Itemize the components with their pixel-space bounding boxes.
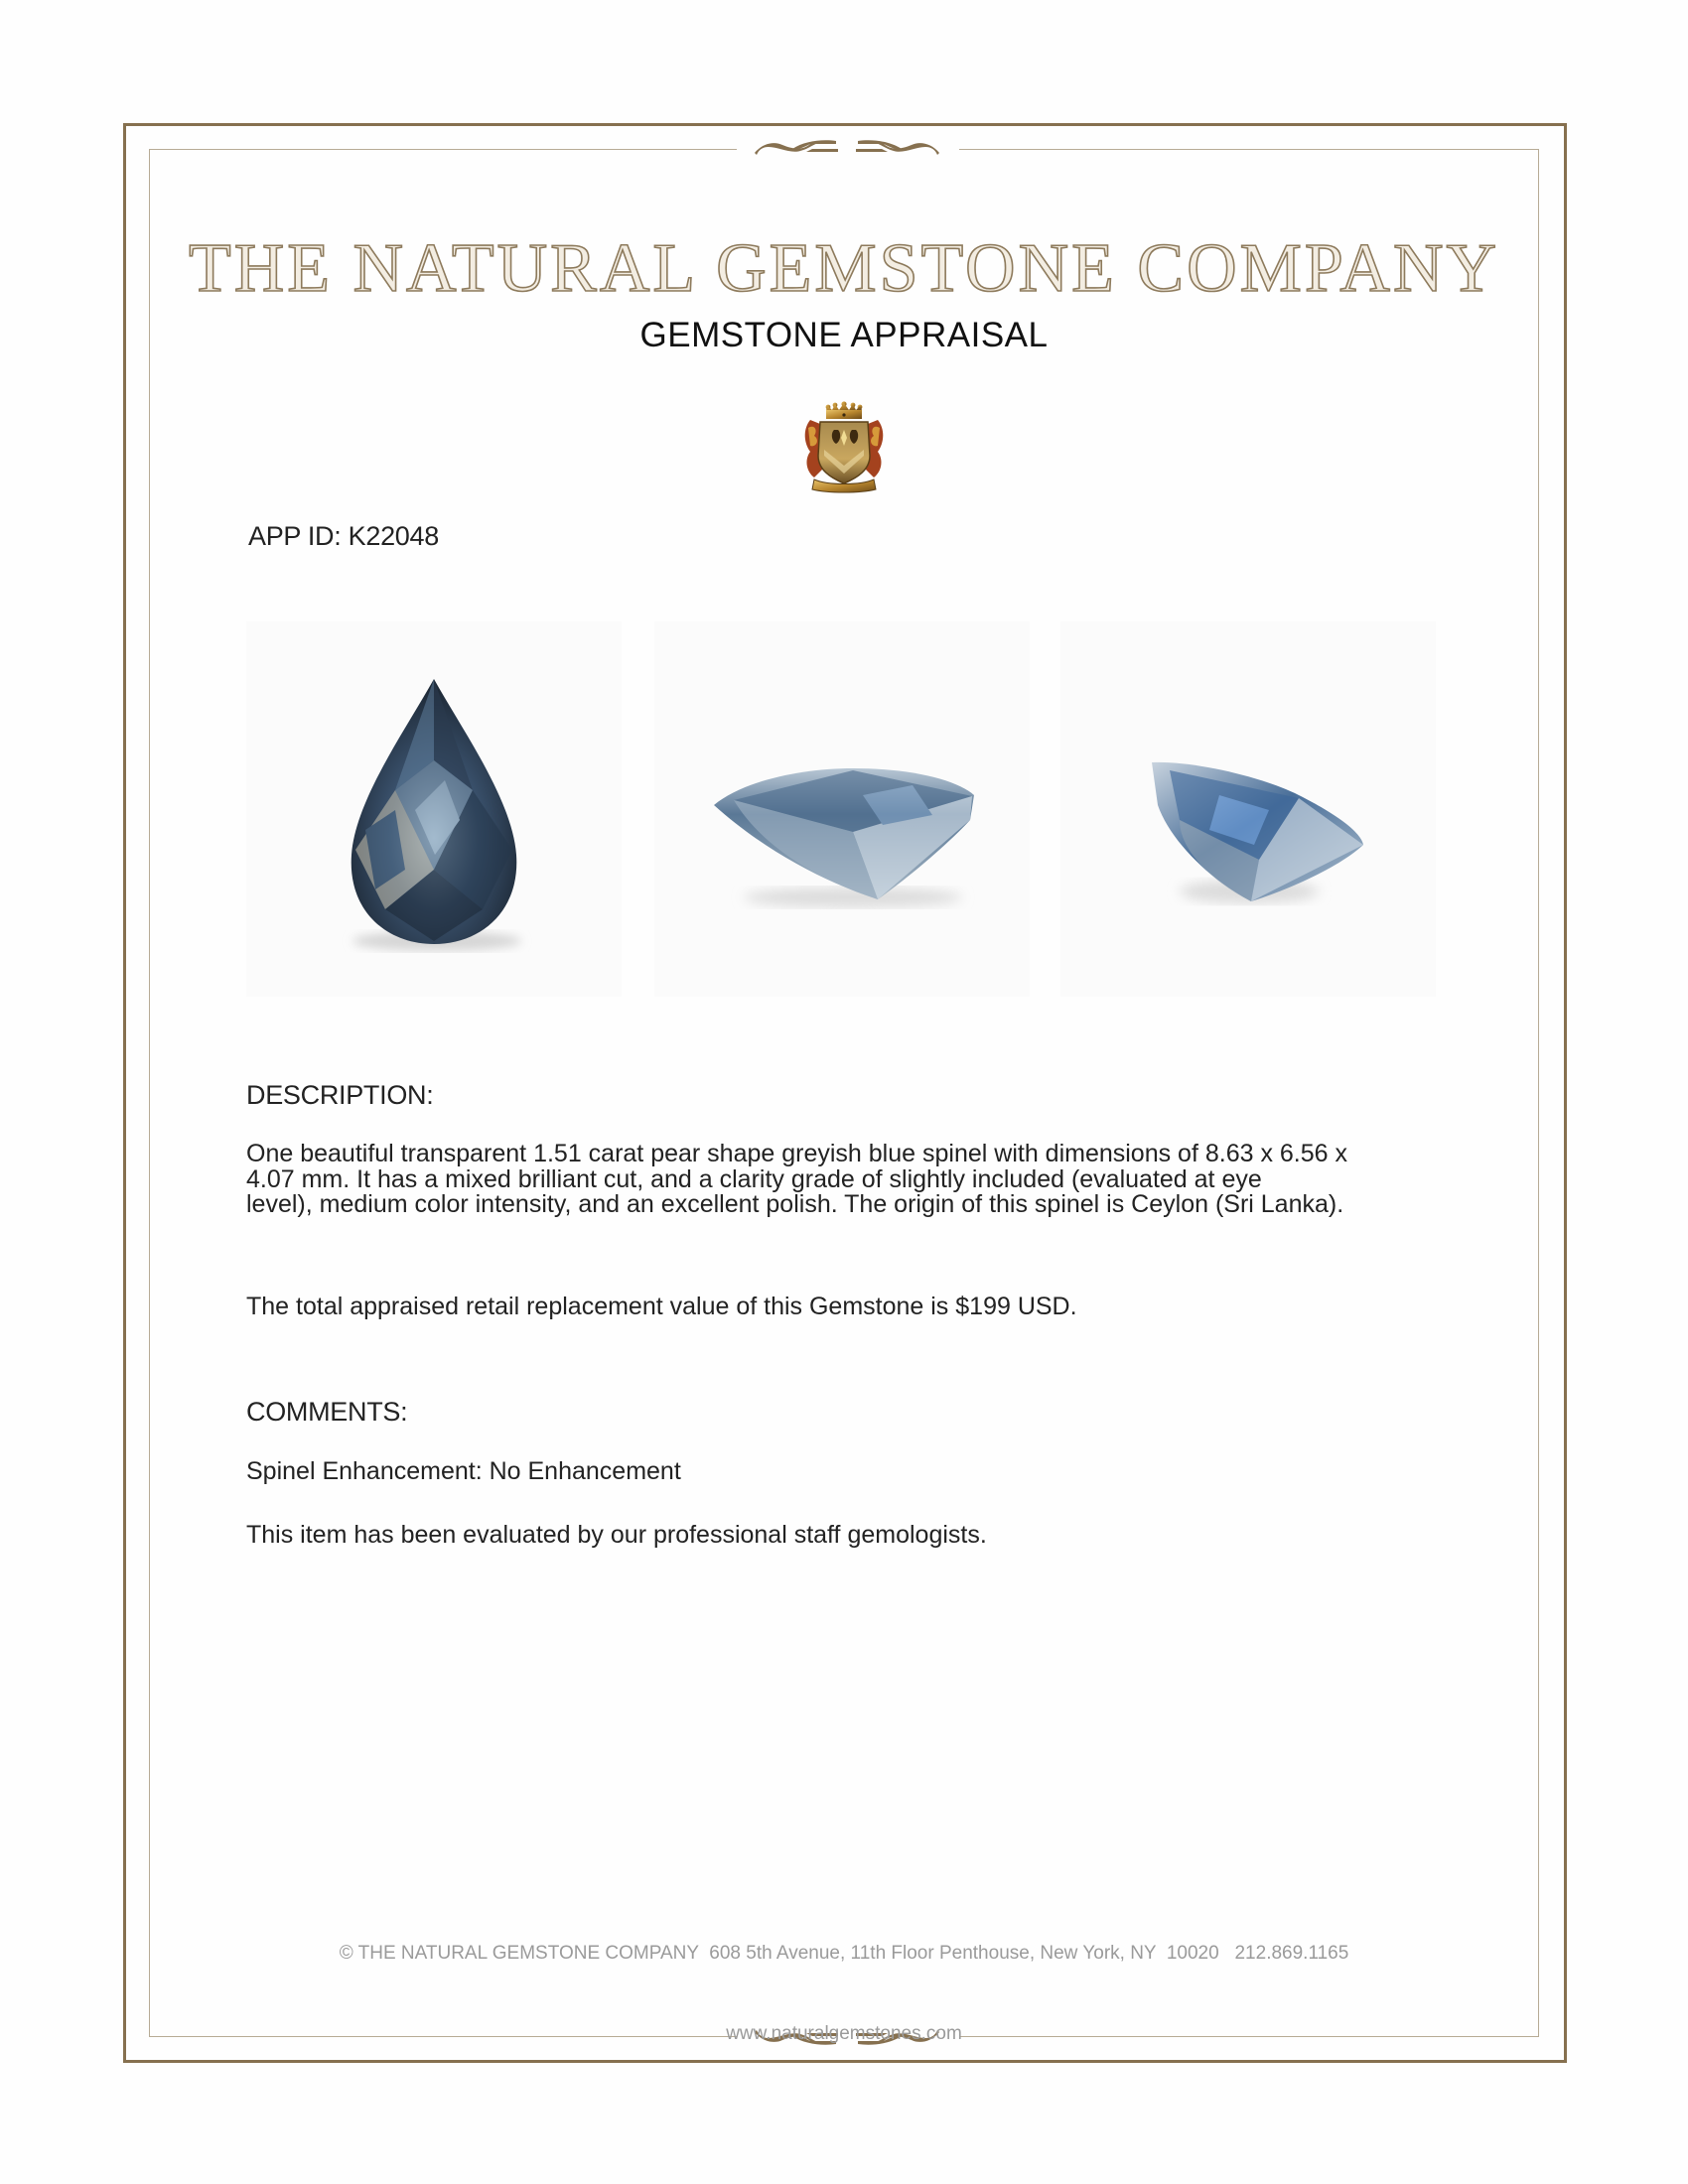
description-heading: DESCRIPTION: [246, 1080, 434, 1110]
evaluation-note: This item has been evaluated by our professional staff gemologists. [246, 1521, 987, 1549]
description-line: One beautiful transparent 1.51 carat pear shape greyish blue spinel with dimensions of 8.63 x 6.56 x [246, 1140, 1348, 1167]
enhancement-comment: Spinel Enhancement: No Enhancement [246, 1457, 681, 1485]
gem-photo-angle-view [1060, 621, 1436, 997]
footer-website-link[interactable]: www.naturalgemstones.com [726, 2023, 962, 2044]
description-body [246, 1142, 1468, 1218]
gemstone-side-view-image [654, 621, 1030, 997]
document-type-heading: GEMSTONE APPRAISAL [639, 316, 1049, 354]
footer-address: © THE NATURAL GEMSTONE COMPANY 608 5th Avenue, 11th Floor Penthouse, New York, NY 10020 212.869.1165 [339, 1943, 1349, 1964]
gem-photo-top-view [246, 621, 622, 997]
gem-photo-side-view [654, 621, 1030, 997]
gemstone-top-view-image [246, 621, 622, 997]
app-id [248, 523, 439, 550]
appraised-value-statement: The total appraised retail replacement value of this Gemstone is $199 USD. [246, 1293, 1077, 1320]
app-id-text: APP ID: K22048 [248, 521, 439, 551]
gemstone-angle-view-image [1060, 621, 1436, 997]
comments-heading: COMMENTS: [246, 1397, 408, 1427]
description-line: 4.07 mm. It has a mixed brilliant cut, and a clarity grade of slightly included (evaluated at eye [246, 1164, 1262, 1193]
company-name-title: THE NATURAL GEMSTONE COMPANY [188, 230, 1500, 307]
footer [0, 1886, 1688, 2074]
company-crest-icon [800, 400, 888, 493]
ornament-top-icon [753, 135, 941, 157]
description-line: level), medium color intensity, and an excellent polish. The origin of this spinel is Ceylon (Sri Lanka). [246, 1190, 1344, 1219]
